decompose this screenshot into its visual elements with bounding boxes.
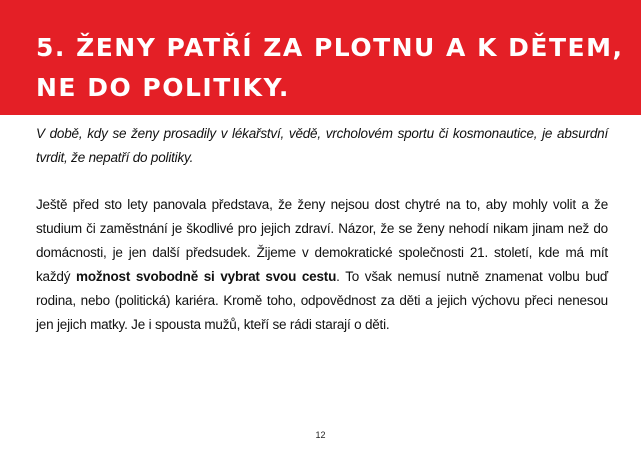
page-number: 12 xyxy=(315,430,326,440)
content-area xyxy=(36,122,608,337)
intro-paragraph: V době, kdy se ženy prosadily v lékařství, vědě, vrcholovém sportu či kosmonautice, je absurdní tvrdit, že nepatří do politiky. xyxy=(36,126,608,165)
body-text-part-1: Ještě před sto lety panovala představa, že ženy nejsou dost chytré na to, aby mohly volit a že studium či zaměstnání je škodlivé pro jejich zdraví. Názor, že se ženy nehodí nikam jinam než do domácnosti, je jen další předsudek. Žijeme v demokratické společnosti 21. století, kde má mít každý xyxy=(36,197,608,284)
page-title: 5. ŽENY PATŘÍ ZA PLOTNU A K DĚTEM, NE DO POLITIKY. xyxy=(36,33,624,102)
body-paragraph xyxy=(36,193,608,337)
header-banner xyxy=(0,0,641,115)
body-emphasis: možnost svobodně si vybrat svou cestu xyxy=(76,269,337,284)
body-text-part-2: . To však nemusí nutně znamenat volbu buď rodina, nebo (politická) kariéra. Kromě toho, odpovědnost za děti a jejich výchovu přeci nenesou jen jejich matky. Je i spousta mužů, kteří se rádi starají o děti. xyxy=(36,269,608,332)
